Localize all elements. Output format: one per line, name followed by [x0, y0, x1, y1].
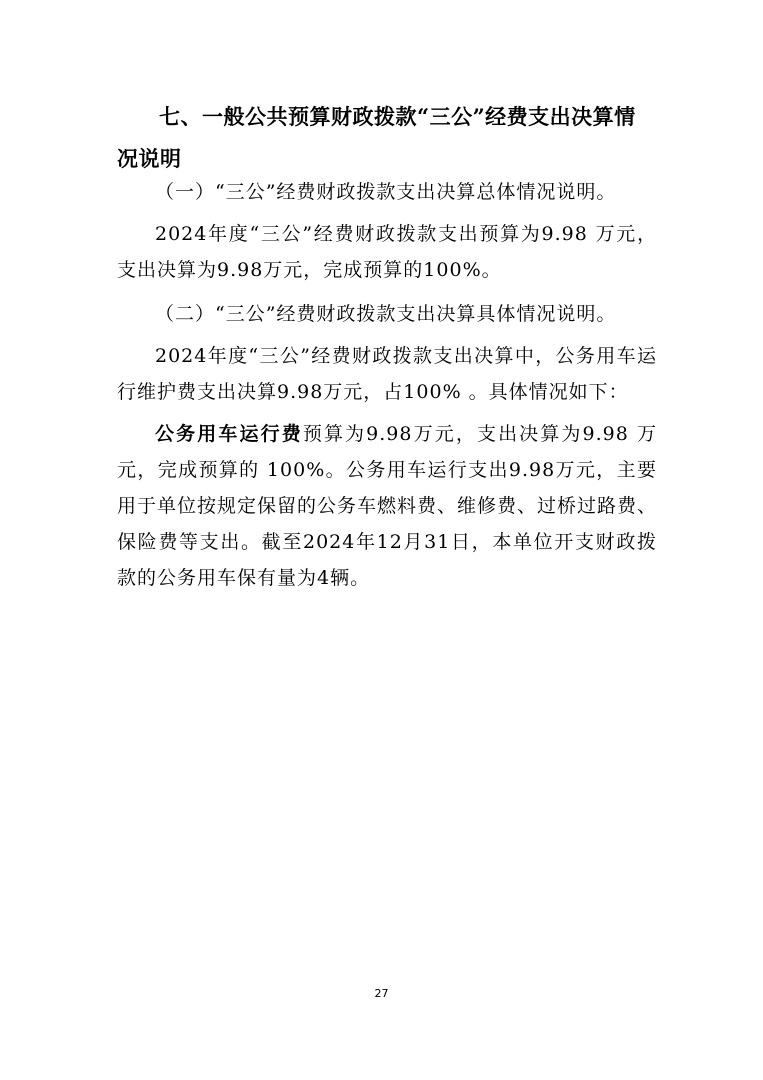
page-number: 27 [374, 987, 389, 1000]
overall-text: 2024年度“三公”经费财政拨款支出预算为9.98 万元，支出决算为9.98万元，完成预算的100%。 [117, 223, 657, 281]
vehicle-lead: 公务用车运行费 [155, 423, 303, 445]
detail-heading: （二）“三公”经费财政拨款支出决算具体情况说明。 [155, 303, 617, 325]
vehicle-paragraph [117, 416, 657, 596]
section-title: 七、一般公共预算财政拨款“三公”经费支出决算情况说明 [117, 104, 636, 171]
detail-text: 2024年度“三公”经费财政拨款支出决算中，公务用车运行维护费支出决算9.98万元，占100% 。具体情况如下： [117, 345, 657, 403]
vehicle-text: 预算为9.98万元，支出决算为9.98 万元，完成预算的 100%。公务用车运行支出9.98万元，主要用于单位按规定保留的公务车燃料费、维修费、过桥过路费、保险费等支出。截至2024年12月31日，本单位开支财政拨款的公务用车保有量为4辆。 [117, 423, 658, 589]
overall-heading: （一）“三公”经费财政拨款支出决算总体情况说明。 [155, 181, 617, 203]
